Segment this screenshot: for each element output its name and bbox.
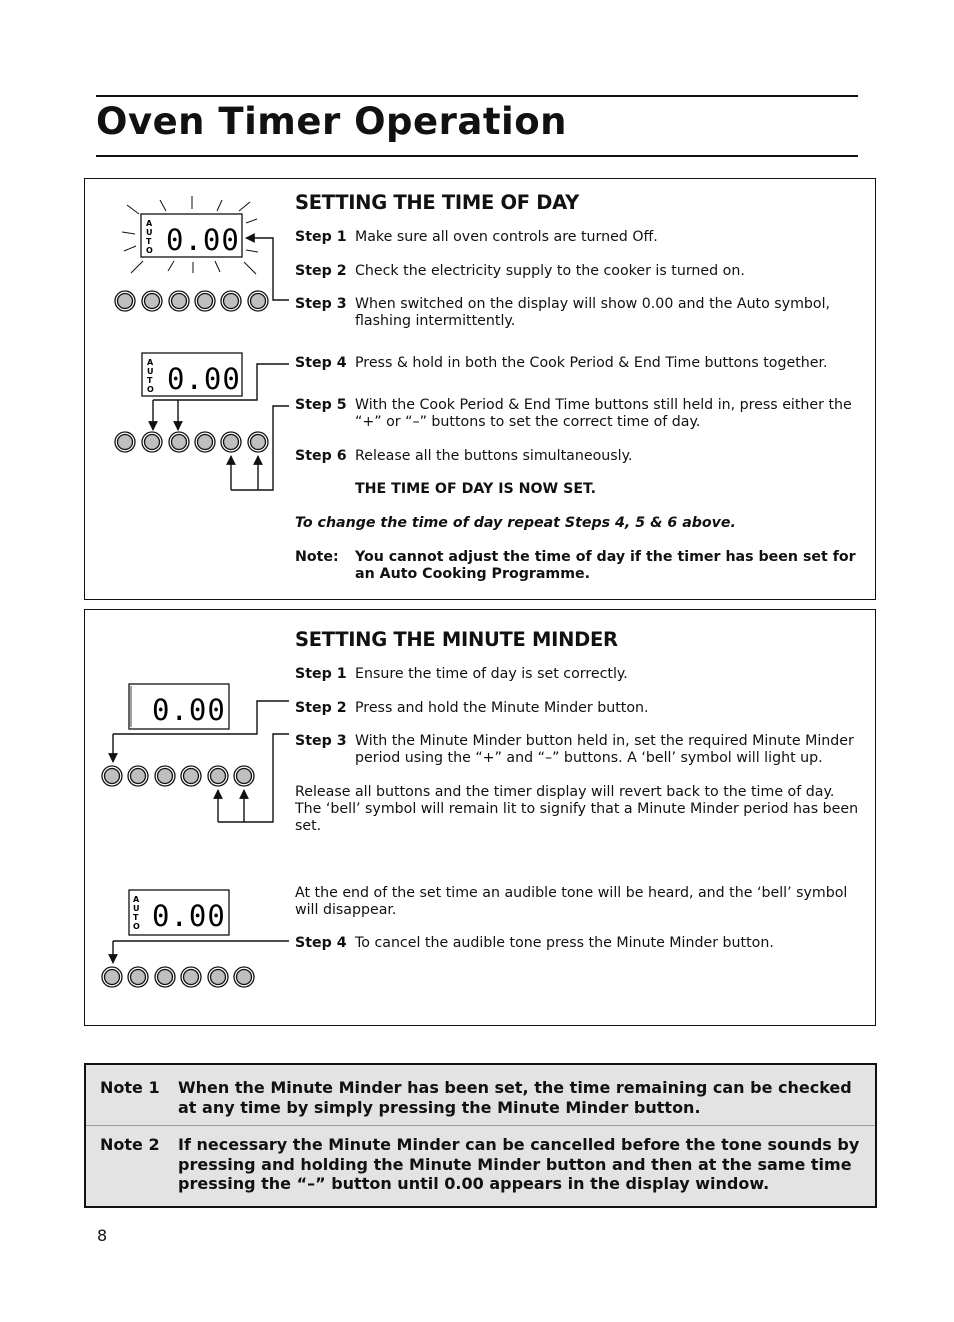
page-number: 8 [97, 1226, 108, 1245]
page-title: Oven Timer Operation [96, 100, 567, 143]
notes-divider [86, 1125, 875, 1126]
svg-text:A: A [147, 358, 154, 367]
step-label: Step 6 [295, 448, 347, 464]
note-1-label: Note 1 [100, 1078, 160, 1097]
step-label: Step 1 [295, 229, 347, 245]
step-label: Step 4 [295, 935, 347, 951]
minute-minder-set-diagram [102, 684, 289, 822]
repeat-steps-note: To change the time of day repeat Steps 4, 5 & 6 above. [295, 515, 736, 531]
step-text: Press & hold in both the Cook Period & End Time buttons together. [355, 355, 828, 371]
svg-text:T: T [147, 376, 153, 385]
note-2-label: Note 2 [100, 1135, 160, 1154]
step-text: When switched on the display will show 0.00 and the Auto symbol, flashing intermittently. [355, 296, 831, 329]
notes-box [84, 1063, 877, 1208]
step-text: Check the electricity supply to the cooker is turned on. [355, 263, 745, 279]
button-row-4 [102, 967, 254, 987]
set-time-diagram [115, 353, 289, 490]
step-text: With the Cook Period & End Time buttons still held in, press either the “+” or “–” buttons to set the correct time of day. [355, 397, 852, 430]
svg-text:O: O [133, 922, 140, 931]
release-buttons-text [295, 784, 870, 835]
step-label: Step 3 [295, 296, 347, 312]
step-text: Ensure the time of day is set correctly. [355, 666, 628, 682]
button-row-3 [102, 766, 254, 786]
cancel-tone-diagram [102, 890, 289, 987]
note-2-text: If necessary the Minute Minder can be cancelled before the tone sounds by pressing and holding the Minute Minder button and then at the same time pressing the “–” button until 0.00 appears in the display window. [178, 1135, 860, 1193]
svg-text:U: U [147, 367, 154, 376]
svg-text:O: O [147, 385, 154, 394]
step-text: With the Minute Minder button held in, set the required Minute Minder period using the “+” and “–” buttons. A ‘bell’ symbol will light up. [355, 733, 854, 766]
step-label: Step 1 [295, 666, 347, 682]
step-label: Step 2 [295, 700, 347, 716]
step-label: Step 2 [295, 263, 347, 279]
step-text: Press and hold the Minute Minder button. [355, 700, 649, 716]
svg-text:A: A [133, 895, 140, 904]
svg-text:0.00: 0.00 [152, 693, 226, 727]
step-label: Step 3 [295, 733, 347, 749]
svg-text:T: T [133, 913, 139, 922]
time-of-day-heading: SETTING THE TIME OF DAY [295, 191, 579, 214]
svg-text:0.00: 0.00 [152, 899, 226, 933]
step-text: Release all the buttons simultaneously. [355, 448, 633, 464]
time-set-confirmation: THE TIME OF DAY IS NOW SET. [355, 481, 596, 497]
end-of-time-text: At the end of the set time an audible tone will be heard, and the ‘bell’ symbol will disappear. [295, 885, 848, 918]
note-1-text: When the Minute Minder has been set, the time remaining can be checked at any time by simply pressing the Minute Minder button. [178, 1078, 852, 1117]
button-row-1 [115, 291, 268, 311]
step-label: Step 4 [295, 355, 347, 371]
button-row-2 [115, 432, 268, 452]
release-line-1: Release all buttons and the timer display will revert back to the time of day. [295, 784, 835, 800]
step-text: Make sure all oven controls are turned Off. [355, 229, 658, 245]
svg-text:0.00: 0.00 [167, 362, 241, 396]
release-line-2: The ‘bell’ symbol will remain lit to signify that a Minute Minder period has been set. [295, 801, 859, 834]
svg-text:0.00: 0.00 [166, 223, 240, 257]
svg-text:A: A [146, 219, 153, 228]
svg-text:O: O [146, 246, 153, 255]
note-text: You cannot adjust the time of day if the timer has been set for an Auto Cooking Programme. [355, 549, 856, 582]
note-label: Note: [295, 549, 339, 565]
svg-text:T: T [146, 237, 152, 246]
step-text: To cancel the audible tone press the Minute Minder button. [355, 935, 774, 951]
step-label: Step 5 [295, 397, 347, 413]
svg-text:U: U [133, 904, 140, 913]
svg-text:U: U [146, 228, 153, 237]
minute-minder-heading: SETTING THE MINUTE MINDER [295, 628, 618, 651]
flashing-display-diagram [115, 196, 289, 311]
